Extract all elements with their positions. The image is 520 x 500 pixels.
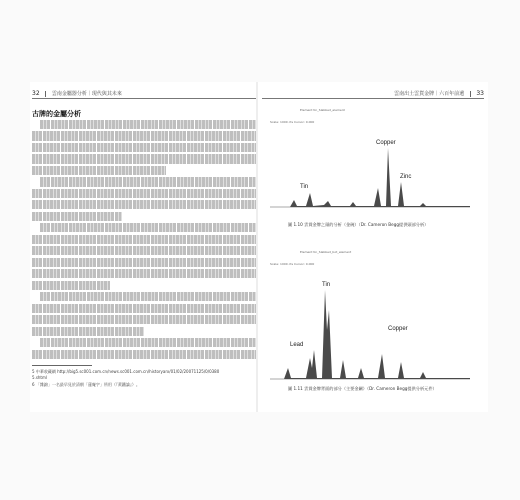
right-page xyxy=(258,82,488,412)
spectrum-title: Element tin_Slabbed_bot_element xyxy=(300,250,352,254)
spectrum-figure-1 xyxy=(270,108,470,228)
text-line xyxy=(32,350,256,359)
spectrum-trace xyxy=(270,290,470,379)
header-separator xyxy=(45,91,46,97)
text-line xyxy=(32,258,256,267)
body-text-block xyxy=(32,120,256,361)
text-line xyxy=(32,212,122,221)
peak-label-copper: Copper xyxy=(388,326,408,332)
right-header-title: 雲南出土雲貨金牌｜六百年前遺 xyxy=(394,91,465,97)
text-line xyxy=(32,281,110,290)
text-line xyxy=(32,235,256,244)
left-header-title: 雲南金屬器分析｜現代與其未來 xyxy=(51,91,122,97)
header-separator xyxy=(470,91,471,97)
section-heading: 古牌的金屬分析 xyxy=(32,109,81,118)
peak-label-copper: Copper xyxy=(376,140,396,146)
text-line xyxy=(40,223,256,232)
text-line xyxy=(40,292,256,301)
text-line xyxy=(32,189,256,198)
spectrum-subtitle: Scale: 1000 cts Cursor: 0.000 xyxy=(270,120,315,124)
text-line xyxy=(32,166,166,175)
footnote-rule xyxy=(32,365,92,366)
right-running-head xyxy=(394,90,484,97)
figure-caption-1-10: 圖 1.10 雲貨金牌之頭的分析（金碗）（Dr. Cameron Begg提供頭部分析） xyxy=(288,222,429,227)
peak-label-tin: Tin xyxy=(322,282,331,288)
figure-caption-1-11: 圖 1.11 雲貨金牌背面的部分（主要金屬）（Dr. Cameron Begg提供分析元件） xyxy=(288,386,437,391)
text-line xyxy=(32,269,256,278)
left-page-number: 32 xyxy=(32,90,40,97)
text-line xyxy=(40,177,256,186)
spectrum-trace xyxy=(270,148,470,207)
text-line xyxy=(32,131,256,140)
left-page xyxy=(30,82,260,412)
footnote-5: 5 中華收藏網 http://big5.sc001.com.cn/news.sc001.com.cn/historyarx/01/02/20071125/0/0380 xyxy=(32,369,220,374)
text-line xyxy=(32,246,256,255)
spectrum-title: Element tin_Slabbed_element xyxy=(300,108,345,112)
left-running-head xyxy=(32,90,122,97)
spectrum-plot-2 xyxy=(270,250,470,385)
text-line xyxy=(32,200,256,209)
text-line xyxy=(32,143,256,152)
text-line xyxy=(40,120,256,129)
text-line xyxy=(40,338,256,347)
peak-label-zinc: Zinc xyxy=(400,174,412,180)
text-line xyxy=(32,304,256,313)
footnote-6: 6 「雜錦」一名最早見於清朝「蓮庵字」所用（『黃鐵論』）。 xyxy=(32,382,140,387)
text-line xyxy=(32,315,256,324)
left-header-rule xyxy=(32,98,256,99)
right-page-number: 33 xyxy=(476,90,484,97)
spectrum-plot-1 xyxy=(270,108,470,218)
peak-label-lead: Lead xyxy=(290,342,304,348)
spectrum-figure-2 xyxy=(270,250,470,390)
peak-label-tin: Tin xyxy=(300,184,309,190)
spectrum-subtitle: Scale: 1000 cts Cursor: 0.000 xyxy=(270,262,315,266)
footnote-5-cont: 5.shtml xyxy=(32,375,48,380)
text-line xyxy=(32,327,144,336)
right-header-rule xyxy=(262,98,484,99)
text-line xyxy=(32,154,256,163)
